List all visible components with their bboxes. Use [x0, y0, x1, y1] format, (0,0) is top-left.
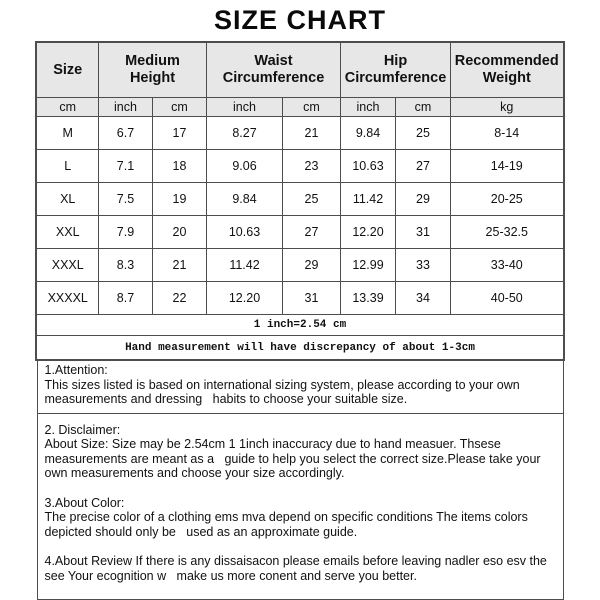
size-label-cell: XXL: [36, 216, 98, 249]
table-cell: 7.1: [98, 150, 152, 183]
table-cell: 10.63: [207, 216, 283, 249]
table-row: [36, 183, 563, 216]
table-cell: 23: [283, 150, 341, 183]
note-section-disclaimer: [45, 423, 556, 481]
header-recommended-weight: Recommended Weight: [451, 42, 564, 98]
footnote-discrepancy: Hand measurement will have discrepancy of about 1-3cm: [36, 336, 563, 361]
table-cell: 40-50: [451, 282, 564, 315]
table-cell: 9.06: [207, 150, 283, 183]
table-cell: 11.42: [341, 183, 396, 216]
table-cell: 21: [283, 117, 341, 150]
note-body: About Size: Size may be 2.54cm 1 1inch inaccuracy due to hand measuer. Thsese measurements are meant as a guide to help you select the correct size.Please take your own measurements and choose your size accordingly.: [44, 437, 545, 480]
footnote-row: [36, 315, 563, 336]
header-waist-circumference: Waist Circumference: [207, 42, 341, 98]
table-cell: 34: [396, 282, 451, 315]
table-cell: 9.84: [207, 183, 283, 216]
unit-header: inch: [98, 98, 152, 117]
table-cell: 8-14: [451, 117, 564, 150]
table-row: [36, 282, 563, 315]
table-cell: 10.63: [341, 150, 396, 183]
unit-header: cm: [283, 98, 341, 117]
note-body: The precise color of a clothing ems mva depend on specific conditions The items colors depicted should only be used as an approximate guide.: [44, 510, 532, 539]
unit-header: inch: [341, 98, 396, 117]
table-cell: 29: [396, 183, 451, 216]
note-heading: 3.About Color:: [44, 495, 125, 510]
note-section-color: [45, 496, 556, 540]
table-cell: 20-25: [451, 183, 564, 216]
table-cell: 8.7: [98, 282, 152, 315]
table-row: [36, 249, 563, 282]
size-label-cell: XXXXL: [36, 282, 98, 315]
table-cell: 7.9: [98, 216, 152, 249]
table-cell: 14-19: [451, 150, 564, 183]
page-title: SIZE CHART: [214, 5, 386, 35]
table-cell: 27: [396, 150, 451, 183]
table-cell: 13.39: [341, 282, 396, 315]
table-cell: 21: [152, 249, 206, 282]
unit-header: cm: [36, 98, 98, 117]
table-cell: 31: [283, 282, 341, 315]
table-cell: 8.3: [98, 249, 152, 282]
table-cell: 12.20: [207, 282, 283, 315]
table-row: [36, 216, 563, 249]
note-body: This sizes listed is based on international sizing system, please according to your own measurements and dressing habits to choose your suitable size.: [44, 377, 524, 406]
table-cell: 18: [152, 150, 206, 183]
size-label-cell: XXXL: [36, 249, 98, 282]
table-cell: 22: [152, 282, 206, 315]
footnote-conversion: 1 inch=2.54 cm: [36, 315, 563, 336]
notes-rest-cell: [38, 414, 563, 599]
table-cell: 25: [283, 183, 341, 216]
note-section-attention: [38, 361, 563, 414]
table-cell: 33-40: [451, 249, 564, 282]
header-medium-height: Medium Height: [98, 42, 206, 98]
size-label-cell: XL: [36, 183, 98, 216]
note-heading: 2. Disclaimer:: [44, 422, 121, 437]
note-body: 4.About Review If there is any dissaisacon please emails before leaving nadler eso esv the see Your ecognition w make us more conent and serve you better.: [44, 554, 551, 583]
table-cell: 33: [396, 249, 451, 282]
unit-header-row: [36, 98, 563, 117]
table-cell: 31: [396, 216, 451, 249]
header-hip-circumference: Hip Circumference: [341, 42, 451, 98]
table-cell: 12.20: [341, 216, 396, 249]
table-cell: 6.7: [98, 117, 152, 150]
header-size: Size: [36, 42, 98, 98]
table-cell: 29: [283, 249, 341, 282]
table-cell: 25-32.5: [451, 216, 564, 249]
table-cell: 9.84: [341, 117, 396, 150]
note-heading: 1.Attention:: [44, 363, 108, 377]
notes-box: [37, 361, 564, 600]
table-cell: 17: [152, 117, 206, 150]
size-label-cell: M: [36, 117, 98, 150]
unit-header: inch: [207, 98, 283, 117]
header-row: [36, 42, 563, 98]
table-cell: 25: [396, 117, 451, 150]
table-cell: 11.42: [207, 249, 283, 282]
table-cell: 8.27: [207, 117, 283, 150]
unit-header: cm: [152, 98, 206, 117]
footnote-row: [36, 336, 563, 361]
table-row: [36, 150, 563, 183]
table-cell: 12.99: [341, 249, 396, 282]
note-section-review: [45, 554, 556, 583]
unit-header: cm: [396, 98, 451, 117]
size-chart-table: [35, 41, 564, 361]
table-row: [36, 117, 563, 150]
size-label-cell: L: [36, 150, 98, 183]
table-cell: 20: [152, 216, 206, 249]
table-cell: 27: [283, 216, 341, 249]
unit-header: kg: [451, 98, 564, 117]
table-cell: 7.5: [98, 183, 152, 216]
table-cell: 19: [152, 183, 206, 216]
